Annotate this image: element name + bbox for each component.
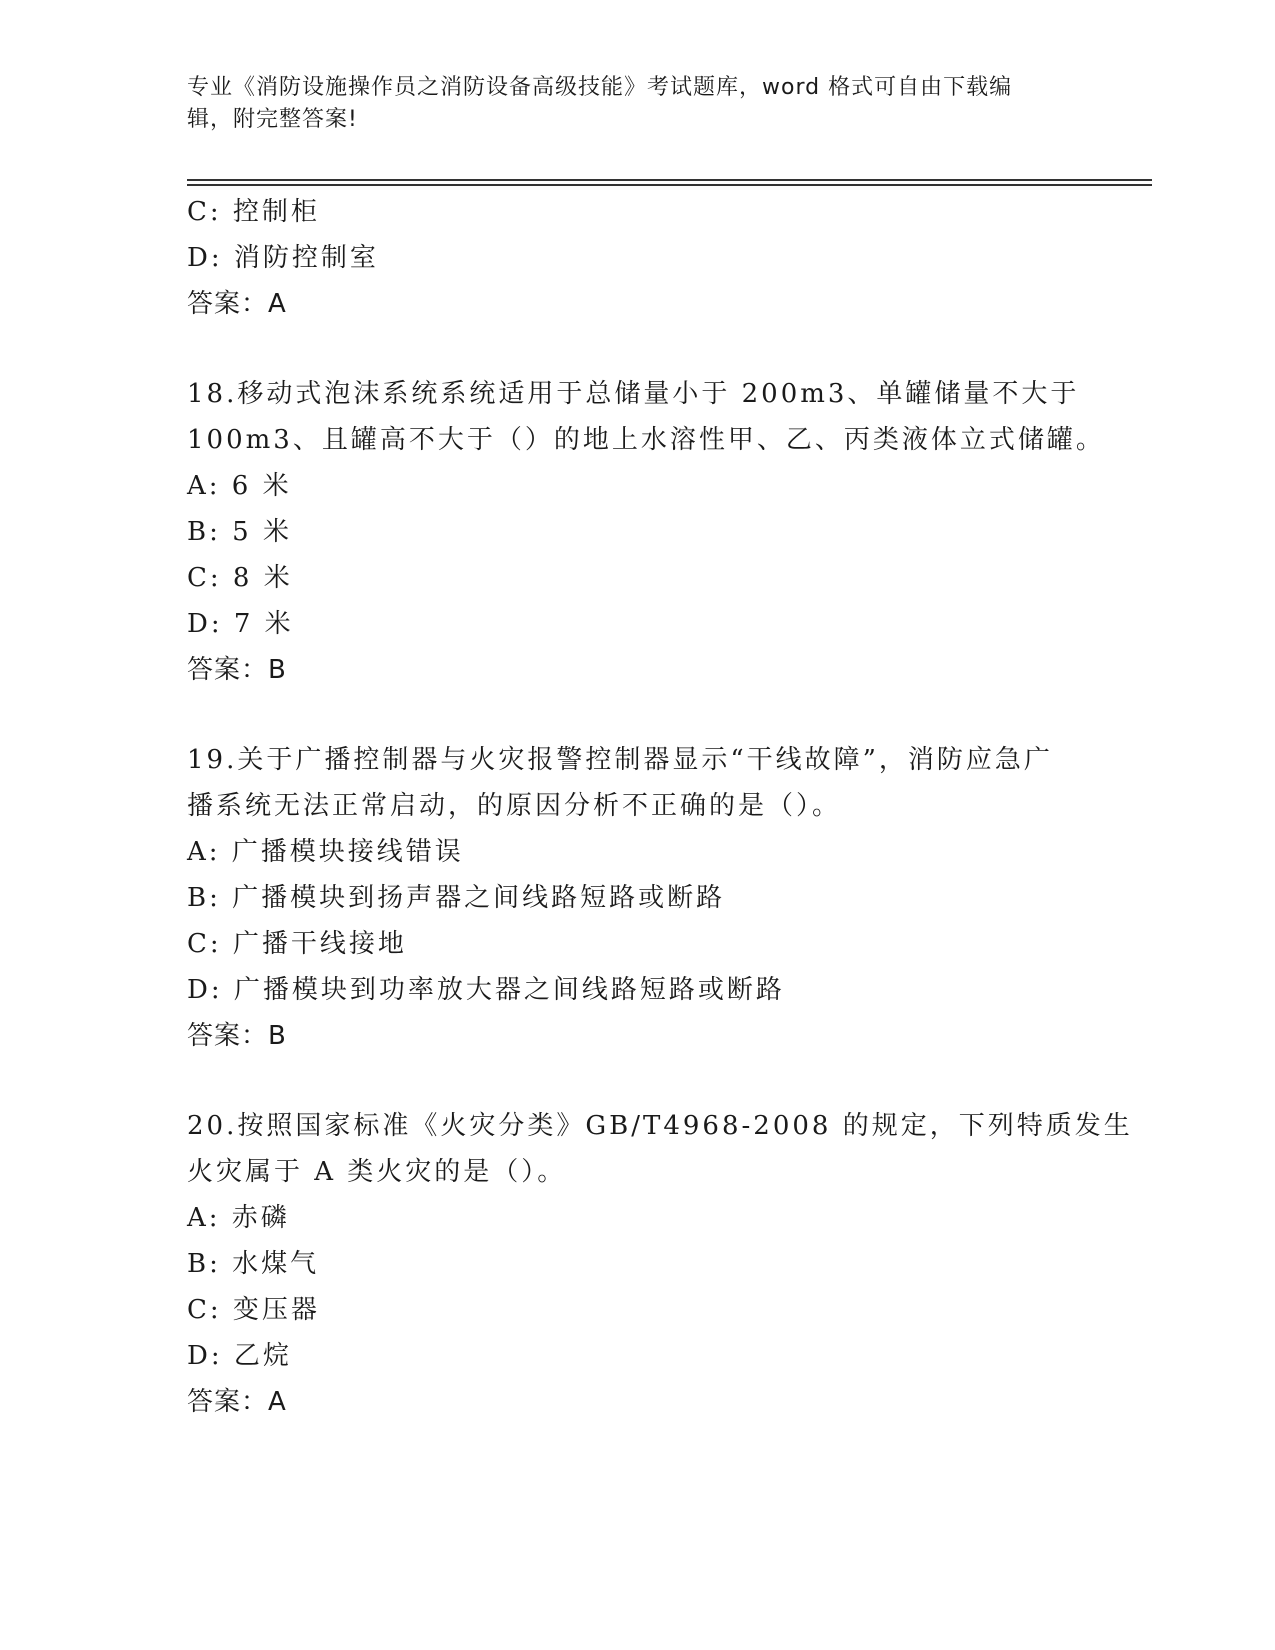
option-c: C: 8 米 — [187, 563, 293, 593]
question-list — [187, 189, 1133, 1425]
option-b: B: 5 米 — [187, 517, 292, 547]
option-b: B: 广播模块到扬声器之间线路短路或断路 — [187, 883, 726, 913]
option-d: D: 消防控制室 — [187, 243, 379, 273]
option-d: D: 7 米 — [187, 609, 294, 639]
question-20 — [187, 1103, 1133, 1425]
question-stem-line: 100m3、且罐高不大于（）的地上水溶性甲、乙、丙类液体立式储罐。 — [187, 425, 1105, 455]
option-c: C: 控制柜 — [187, 197, 320, 227]
answer-line: 答案：A — [187, 1387, 287, 1417]
answer-line: 答案：A — [187, 289, 287, 319]
header-line-2: 辑，附完整答案! — [187, 107, 358, 132]
option-b: B: 水煤气 — [187, 1249, 320, 1279]
option-a: A: 6 米 — [187, 471, 292, 501]
option-a: A: 广播模块接线错误 — [187, 837, 464, 867]
answer-line: 答案：B — [187, 655, 287, 685]
document-header — [187, 72, 1067, 136]
option-d: D: 广播模块到功率放大器之间线路短路或断路 — [187, 975, 785, 1005]
question-18 — [187, 371, 1107, 693]
header-divider-top — [187, 179, 1152, 181]
spacer — [187, 1059, 1107, 1103]
question-stem-line: 19.关于广播控制器与火灾报警控制器显示“干线故障”，消防应急广 — [187, 745, 1053, 775]
spacer — [187, 327, 1107, 371]
question-stem-line: 20.按照国家标准《火灾分类》GB/T4968-2008 的规定，下列特质发生 — [187, 1111, 1133, 1141]
option-c: C: 变压器 — [187, 1295, 320, 1325]
header-line-1: 专业《消防设施操作员之消防设备高级技能》考试题库，word 格式可自由下载编 — [187, 75, 1013, 100]
option-c: C: 广播干线接地 — [187, 929, 407, 959]
question-17-continued — [187, 189, 1107, 327]
option-d: D: 乙烷 — [187, 1341, 292, 1371]
spacer — [187, 693, 1107, 737]
answer-line: 答案：B — [187, 1021, 287, 1051]
question-stem-line: 火灾属于 A 类火灾的是（）。 — [187, 1157, 567, 1187]
header-divider-bottom — [187, 184, 1152, 186]
question-stem-line: 18.移动式泡沫系统系统适用于总储量小于 200m3、单罐储量不大于 — [187, 379, 1080, 409]
option-a: A: 赤磷 — [187, 1203, 290, 1233]
question-19 — [187, 737, 1107, 1059]
question-stem-line: 播系统无法正常启动，的原因分析不正确的是（）。 — [187, 791, 842, 821]
